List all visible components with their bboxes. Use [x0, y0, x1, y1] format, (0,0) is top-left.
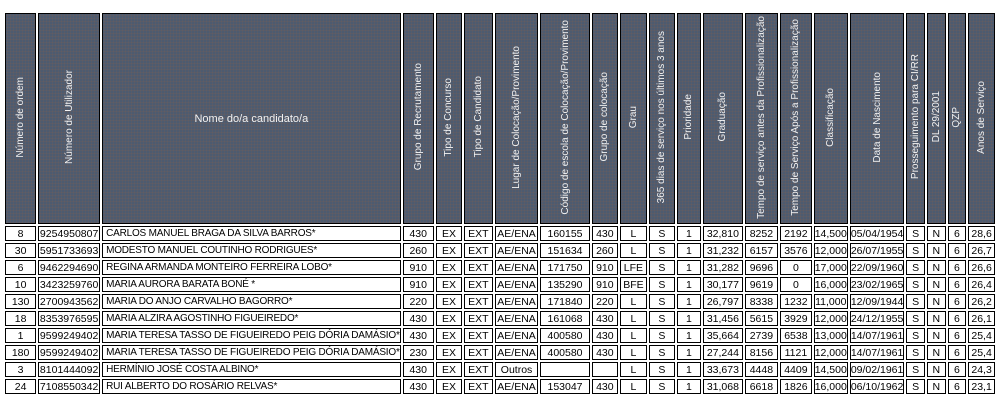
cell-tempo_antes: 8252 [745, 226, 778, 241]
col-header-label: 365 dias de serviço nos últimos 3 anos [656, 30, 668, 204]
cell-grupo_recrutamento: 910 [403, 260, 434, 275]
cell-num_ordem: 8 [5, 226, 36, 241]
cell-tempo_antes: 9696 [745, 260, 778, 275]
cell-grau: L [620, 294, 647, 309]
cell-tipo_candidato: EXT [464, 362, 493, 377]
cell-anos_servico: 24,3 [968, 362, 995, 377]
cell-num_ordem: 30 [5, 243, 36, 258]
cell-nome: REGINA ARMANDA MONTEIRO FERREIRA LOBO* [102, 260, 401, 275]
cell-grupo_recrutamento: 220 [403, 294, 434, 309]
cell-anos_servico: 26,2 [968, 294, 995, 309]
cell-tempo_apos: 3929 [780, 311, 812, 326]
cell-lugar_colocacao: AE/ENA [495, 328, 539, 343]
cell-grupo_recrutamento: 260 [403, 243, 434, 258]
cell-tipo_candidato: EXT [464, 328, 493, 343]
cell-codigo_escola: 153047 [540, 379, 589, 394]
cell-tempo_apos: 1121 [780, 345, 812, 360]
cell-tipo_concurso: EX [436, 243, 462, 258]
cell-codigo_escola: 161068 [540, 311, 589, 326]
col-header-label: Nome do/a candidato/a [194, 112, 309, 125]
cell-grupo_recrutamento: 230 [403, 345, 434, 360]
col-header-label: Grupo de colocação [599, 72, 611, 162]
cell-dias_365: S [649, 362, 675, 377]
cell-tempo_antes: 8156 [745, 345, 778, 360]
cell-tipo_concurso: EX [436, 379, 462, 394]
cell-num_ordem: 10 [5, 277, 36, 292]
cell-grupo_colocacao [592, 362, 619, 377]
cell-grupo_recrutamento: 430 [403, 311, 434, 326]
col-header-label: Classificação [825, 87, 837, 147]
cell-data_nascimento: 26/07/1955 [850, 244, 904, 257]
cell-prosseguimento_cirr: S [906, 294, 925, 309]
cell-tempo_antes: 6618 [745, 379, 778, 394]
cell-qzp: 6 [948, 294, 967, 309]
cell-tipo_concurso: EX [436, 260, 462, 275]
cell-lugar_colocacao: AE/ENA [495, 311, 539, 326]
cell-nome: MARIA AURORA BARATA BONÉ * [102, 277, 401, 292]
cell-dl_29_2001: N [927, 243, 946, 258]
cell-num_ordem: 18 [5, 311, 36, 326]
cell-data_nascimento: 24/12/1955 [850, 312, 904, 325]
col-header-label: Tempo de Serviço Após a Profissionalização [790, 18, 802, 216]
cell-dias_365: S [649, 345, 675, 360]
cell-grau: L [620, 311, 647, 326]
cell-graduacao: 31,282 [703, 260, 743, 275]
cell-grupo_recrutamento: 430 [403, 328, 434, 343]
col-header-label: Número de ordem [15, 76, 27, 158]
col-header-nome [102, 13, 401, 224]
cell-tipo_candidato: EXT [464, 277, 493, 292]
cell-prosseguimento_cirr: S [906, 226, 925, 241]
cell-prioridade: 1 [677, 260, 701, 275]
cell-dias_365: S [649, 294, 675, 309]
table-row [5, 260, 995, 275]
cell-qzp: 6 [948, 277, 967, 292]
col-header-tempo_antes [745, 13, 778, 224]
col-header-tempo_apos [780, 13, 812, 224]
cell-data_nascimento: 14/07/1961 [850, 329, 904, 342]
cell-grau: L [620, 226, 647, 241]
cell-prioridade: 1 [677, 311, 701, 326]
cell-nome: MARIA TERESA TASSO DE FIGUEIREDO PEIG DÓRIA DAMÁSIO* [102, 328, 401, 343]
col-header-num_utilizador [38, 13, 100, 224]
cell-classificacao: 14,500 [814, 363, 847, 376]
cell-num_utilizador: 3423259760 [39, 278, 99, 291]
table-row [5, 345, 995, 360]
cell-grupo_colocacao: 910 [592, 260, 619, 275]
cell-classificacao: 11,000 [815, 295, 847, 308]
cell-tempo_apos: 6538 [780, 328, 812, 343]
cell-num_utilizador: 9599249402 [39, 346, 99, 359]
col-header-prosseguimento_cirr [906, 13, 925, 224]
cell-tipo_candidato: EXT [464, 260, 493, 275]
cell-classificacao: 16,000 [814, 380, 847, 393]
cell-nome: RUI ALBERTO DO ROSÁRIO RELVAS* [102, 379, 401, 394]
cell-codigo_escola [540, 362, 589, 377]
cell-tempo_apos: 3576 [780, 243, 812, 258]
col-header-classificacao [814, 13, 848, 224]
cell-dl_29_2001: N [927, 328, 946, 343]
cell-graduacao: 26,797 [703, 294, 743, 309]
cell-lugar_colocacao: AE/ENA [495, 277, 539, 292]
col-header-grupo_colocacao [592, 13, 619, 224]
col-header-label: Tempo de serviço antes da Profissionalização [755, 15, 767, 219]
cell-graduacao: 31,232 [703, 243, 743, 258]
cell-tempo_antes: 8338 [745, 294, 778, 309]
cell-graduacao: 35,664 [703, 328, 743, 343]
cell-prosseguimento_cirr: S [906, 379, 925, 394]
col-header-codigo_escola [540, 13, 589, 224]
cell-prioridade: 1 [677, 294, 701, 309]
cell-lugar_colocacao: AE/ENA [495, 260, 539, 275]
cell-grupo_recrutamento: 430 [403, 362, 434, 377]
cell-tempo_apos: 0 [780, 277, 812, 292]
cell-prosseguimento_cirr: S [906, 260, 925, 275]
table-row [5, 328, 995, 343]
cell-tipo_concurso: EX [436, 226, 462, 241]
cell-data_nascimento: 14/07/1961 [850, 346, 904, 359]
cell-graduacao: 32,810 [703, 226, 743, 241]
cell-tipo_candidato: EXT [464, 311, 493, 326]
cell-dl_29_2001: N [927, 311, 946, 326]
cell-tempo_apos: 1232 [780, 294, 812, 309]
cell-prosseguimento_cirr: S [906, 345, 925, 360]
cell-qzp: 6 [948, 260, 967, 275]
col-header-label: QZP [951, 106, 963, 128]
cell-grupo_colocacao: 910 [592, 277, 619, 292]
cell-anos_servico: 26,4 [968, 277, 995, 292]
col-header-label: Número de Utilizador [63, 70, 75, 164]
cell-codigo_escola: 151634 [540, 243, 589, 258]
cell-classificacao: 13,000 [814, 329, 847, 342]
cell-dias_365: S [649, 379, 675, 394]
cell-codigo_escola: 171750 [540, 260, 589, 275]
col-header-prioridade [677, 13, 701, 224]
cell-lugar_colocacao: Outros [495, 362, 539, 377]
cell-dias_365: S [649, 260, 675, 275]
cell-data_nascimento: 09/02/1961 [850, 363, 904, 376]
cell-data_nascimento: 23/02/1965 [850, 278, 904, 291]
col-header-label: Graduação [717, 92, 729, 142]
cell-lugar_colocacao: AE/ENA [495, 379, 539, 394]
cell-tipo_candidato: EXT [464, 243, 493, 258]
cell-tempo_apos: 0 [780, 260, 812, 275]
cell-grupo_colocacao: 260 [592, 243, 619, 258]
cell-nome: CARLOS MANUEL BRAGA DA SILVA BARROS* [102, 226, 401, 241]
cell-codigo_escola: 400580 [540, 345, 589, 360]
cell-grupo_colocacao: 430 [592, 311, 619, 326]
cell-num_ordem: 6 [5, 260, 36, 275]
col-header-label: Prioridade [683, 94, 695, 140]
cell-prosseguimento_cirr: S [906, 311, 925, 326]
cell-data_nascimento: 05/04/1954 [850, 227, 904, 240]
col-header-tipo_candidato [464, 13, 493, 224]
cell-tipo_concurso: EX [436, 328, 462, 343]
cell-grupo_colocacao: 430 [592, 328, 619, 343]
col-header-tipo_concurso [436, 13, 462, 224]
cell-lugar_colocacao: AE/ENA [495, 294, 539, 309]
col-header-data_nascimento [850, 13, 905, 224]
header-row [5, 13, 995, 224]
cell-grau: L [620, 345, 647, 360]
cell-data_nascimento: 06/10/1962 [850, 380, 904, 393]
cell-dias_365: S [649, 277, 675, 292]
col-header-qzp [948, 13, 967, 224]
candidates-table [3, 11, 997, 396]
cell-num_ordem: 1 [5, 328, 36, 343]
cell-grupo_recrutamento: 910 [403, 277, 434, 292]
cell-nome: MARIA TERESA TASSO DE FIGUEIREDO PEIG DÓRIA DAMÁSIO* [102, 345, 401, 360]
cell-grupo_colocacao: 430 [592, 226, 619, 241]
cell-qzp: 6 [948, 328, 967, 343]
cell-grupo_recrutamento: 430 [403, 379, 434, 394]
col-header-grau [620, 13, 647, 224]
table-row [5, 294, 995, 309]
cell-classificacao: 12,000 [814, 346, 847, 359]
cell-prosseguimento_cirr: S [906, 362, 925, 377]
cell-dl_29_2001: N [927, 294, 946, 309]
cell-tempo_apos: 1826 [780, 379, 812, 394]
col-header-label: Grau [627, 105, 639, 129]
cell-qzp: 6 [948, 345, 967, 360]
cell-tempo_antes: 2739 [745, 328, 778, 343]
col-header-label: Tipo de Concurso [443, 77, 455, 157]
cell-tempo_antes: 9619 [745, 277, 778, 292]
table-row [5, 243, 995, 258]
cell-num_utilizador: 2700943562 [39, 295, 99, 308]
col-header-lugar_colocacao [495, 13, 539, 224]
cell-graduacao: 31,068 [703, 379, 743, 394]
cell-tipo_concurso: EX [436, 311, 462, 326]
cell-tipo_concurso: EX [436, 294, 462, 309]
col-header-label: Lugar de Colocação/Provimento [511, 45, 523, 189]
cell-nome: HERMÍNIO JOSÉ COSTA ALBINO* [102, 362, 401, 377]
col-header-label: Código de escola de Colocação/Provimento [559, 19, 571, 215]
cell-tipo_candidato: EXT [464, 294, 493, 309]
table-body [5, 226, 995, 394]
cell-tempo_antes: 5615 [745, 311, 778, 326]
cell-prioridade: 1 [677, 328, 701, 343]
cell-grupo_recrutamento: 430 [403, 226, 434, 241]
col-header-label: DL 29/2001 [930, 91, 942, 143]
cell-classificacao: 12,000 [814, 312, 847, 325]
cell-dl_29_2001: N [927, 226, 946, 241]
cell-tipo_concurso: EX [436, 277, 462, 292]
col-header-label: Anos de Serviço [976, 80, 988, 154]
cell-tipo_candidato: EXT [464, 379, 493, 394]
cell-grupo_colocacao: 430 [592, 379, 619, 394]
cell-grau: BFE [620, 277, 647, 292]
table-header [5, 13, 995, 224]
cell-nome: MODESTO MANUEL COUTINHO RODRIGUES* [102, 243, 401, 258]
cell-tempo_apos: 2192 [780, 226, 812, 241]
cell-num_utilizador: 9599249402 [39, 329, 99, 342]
cell-num_ordem: 3 [5, 362, 36, 377]
cell-codigo_escola: 171840 [540, 294, 589, 309]
cell-tipo_concurso: EX [436, 345, 462, 360]
col-header-graduacao [703, 13, 743, 224]
cell-prosseguimento_cirr: S [906, 243, 925, 258]
table-row [5, 226, 995, 241]
cell-codigo_escola: 135290 [540, 277, 589, 292]
cell-graduacao: 31,456 [703, 311, 743, 326]
col-header-label: Data de Nascimento [871, 71, 883, 163]
cell-anos_servico: 26,1 [968, 311, 995, 326]
cell-prosseguimento_cirr: S [906, 277, 925, 292]
col-header-grupo_recrutamento [403, 13, 434, 224]
cell-qzp: 6 [948, 379, 967, 394]
cell-anos_servico: 26,6 [968, 260, 995, 275]
cell-num_utilizador: 9462294690 [39, 261, 99, 274]
cell-grau: L [620, 243, 647, 258]
cell-lugar_colocacao: AE/ENA [495, 243, 539, 258]
cell-dias_365: S [649, 226, 675, 241]
cell-graduacao: 27,244 [703, 345, 743, 360]
cell-graduacao: 30,177 [703, 277, 743, 292]
cell-data_nascimento: 12/09/1944 [850, 295, 904, 308]
cell-tipo_candidato: EXT [464, 345, 493, 360]
cell-graduacao: 33,673 [703, 362, 743, 377]
cell-anos_servico: 25,4 [968, 328, 995, 343]
cell-classificacao: 17,000 [814, 261, 847, 274]
cell-anos_servico: 23,1 [968, 379, 995, 394]
cell-prioridade: 1 [677, 243, 701, 258]
cell-lugar_colocacao: AE/ENA [495, 345, 539, 360]
cell-qzp: 6 [948, 243, 967, 258]
col-header-num_ordem [5, 13, 36, 224]
cell-num_utilizador: 5951733693 [39, 244, 99, 257]
cell-num_ordem: 130 [5, 294, 36, 309]
cell-prioridade: 1 [677, 362, 701, 377]
table-row [5, 362, 995, 377]
col-header-label: Tipo de Candidato [472, 76, 484, 158]
cell-classificacao: 16,000 [814, 278, 847, 291]
cell-prioridade: 1 [677, 379, 701, 394]
cell-qzp: 6 [948, 226, 967, 241]
cell-qzp: 6 [948, 311, 967, 326]
cell-dias_365: S [649, 328, 675, 343]
cell-num_ordem: 24 [5, 379, 36, 394]
cell-dl_29_2001: N [927, 260, 946, 275]
cell-num_ordem: 180 [5, 345, 36, 360]
cell-prosseguimento_cirr: S [906, 328, 925, 343]
col-header-label: Prosseguimento para CI/RR [910, 54, 922, 180]
cell-prioridade: 1 [677, 345, 701, 360]
cell-anos_servico: 28,6 [968, 226, 995, 241]
cell-anos_servico: 26,7 [968, 243, 995, 258]
col-header-dl_29_2001 [927, 13, 946, 224]
cell-nome: MARIA DO ANJO CARVALHO BAGORRO* [102, 294, 401, 309]
cell-tempo_antes: 4448 [745, 362, 778, 377]
col-header-dias_365 [649, 13, 675, 224]
table-row [5, 311, 995, 326]
cell-data_nascimento: 22/09/1960 [850, 261, 904, 274]
col-header-label: Grupo de Recrutamento [412, 63, 424, 171]
cell-num_utilizador: 9254950807 [39, 227, 99, 240]
cell-dias_365: S [649, 311, 675, 326]
cell-grau: L [620, 379, 647, 394]
cell-dias_365: S [649, 243, 675, 258]
cell-prioridade: 1 [677, 277, 701, 292]
table-row [5, 277, 995, 292]
cell-grau: L [620, 328, 647, 343]
cell-dl_29_2001: N [927, 277, 946, 292]
cell-codigo_escola: 400580 [540, 328, 589, 343]
cell-codigo_escola: 160155 [540, 226, 589, 241]
cell-tempo_apos: 4409 [780, 362, 812, 377]
cell-grupo_colocacao: 430 [592, 345, 619, 360]
cell-classificacao: 12,000 [814, 244, 847, 257]
cell-qzp: 6 [948, 362, 967, 377]
cell-num_utilizador: 8353976595 [39, 312, 99, 325]
cell-dl_29_2001: N [927, 362, 946, 377]
cell-grau: LFE [620, 260, 647, 275]
cell-anos_servico: 25,4 [968, 345, 995, 360]
cell-num_utilizador: 8101444092 [39, 363, 99, 376]
cell-tipo_concurso: EX [436, 362, 462, 377]
cell-dl_29_2001: N [927, 345, 946, 360]
col-header-anos_servico [968, 13, 995, 224]
cell-grau: L [620, 362, 647, 377]
cell-grupo_colocacao: 220 [592, 294, 619, 309]
cell-dl_29_2001: N [927, 379, 946, 394]
table-row [5, 379, 995, 394]
cell-tipo_candidato: EXT [464, 226, 493, 241]
cell-num_utilizador: 7108550342 [39, 380, 99, 393]
cell-nome: MARIA ALZIRA AGOSTINHO FIGUEIREDO* [102, 311, 401, 326]
cell-lugar_colocacao: AE/ENA [495, 226, 539, 241]
cell-tempo_antes: 6157 [745, 243, 778, 258]
cell-prioridade: 1 [677, 226, 701, 241]
cell-classificacao: 14,500 [814, 227, 847, 240]
